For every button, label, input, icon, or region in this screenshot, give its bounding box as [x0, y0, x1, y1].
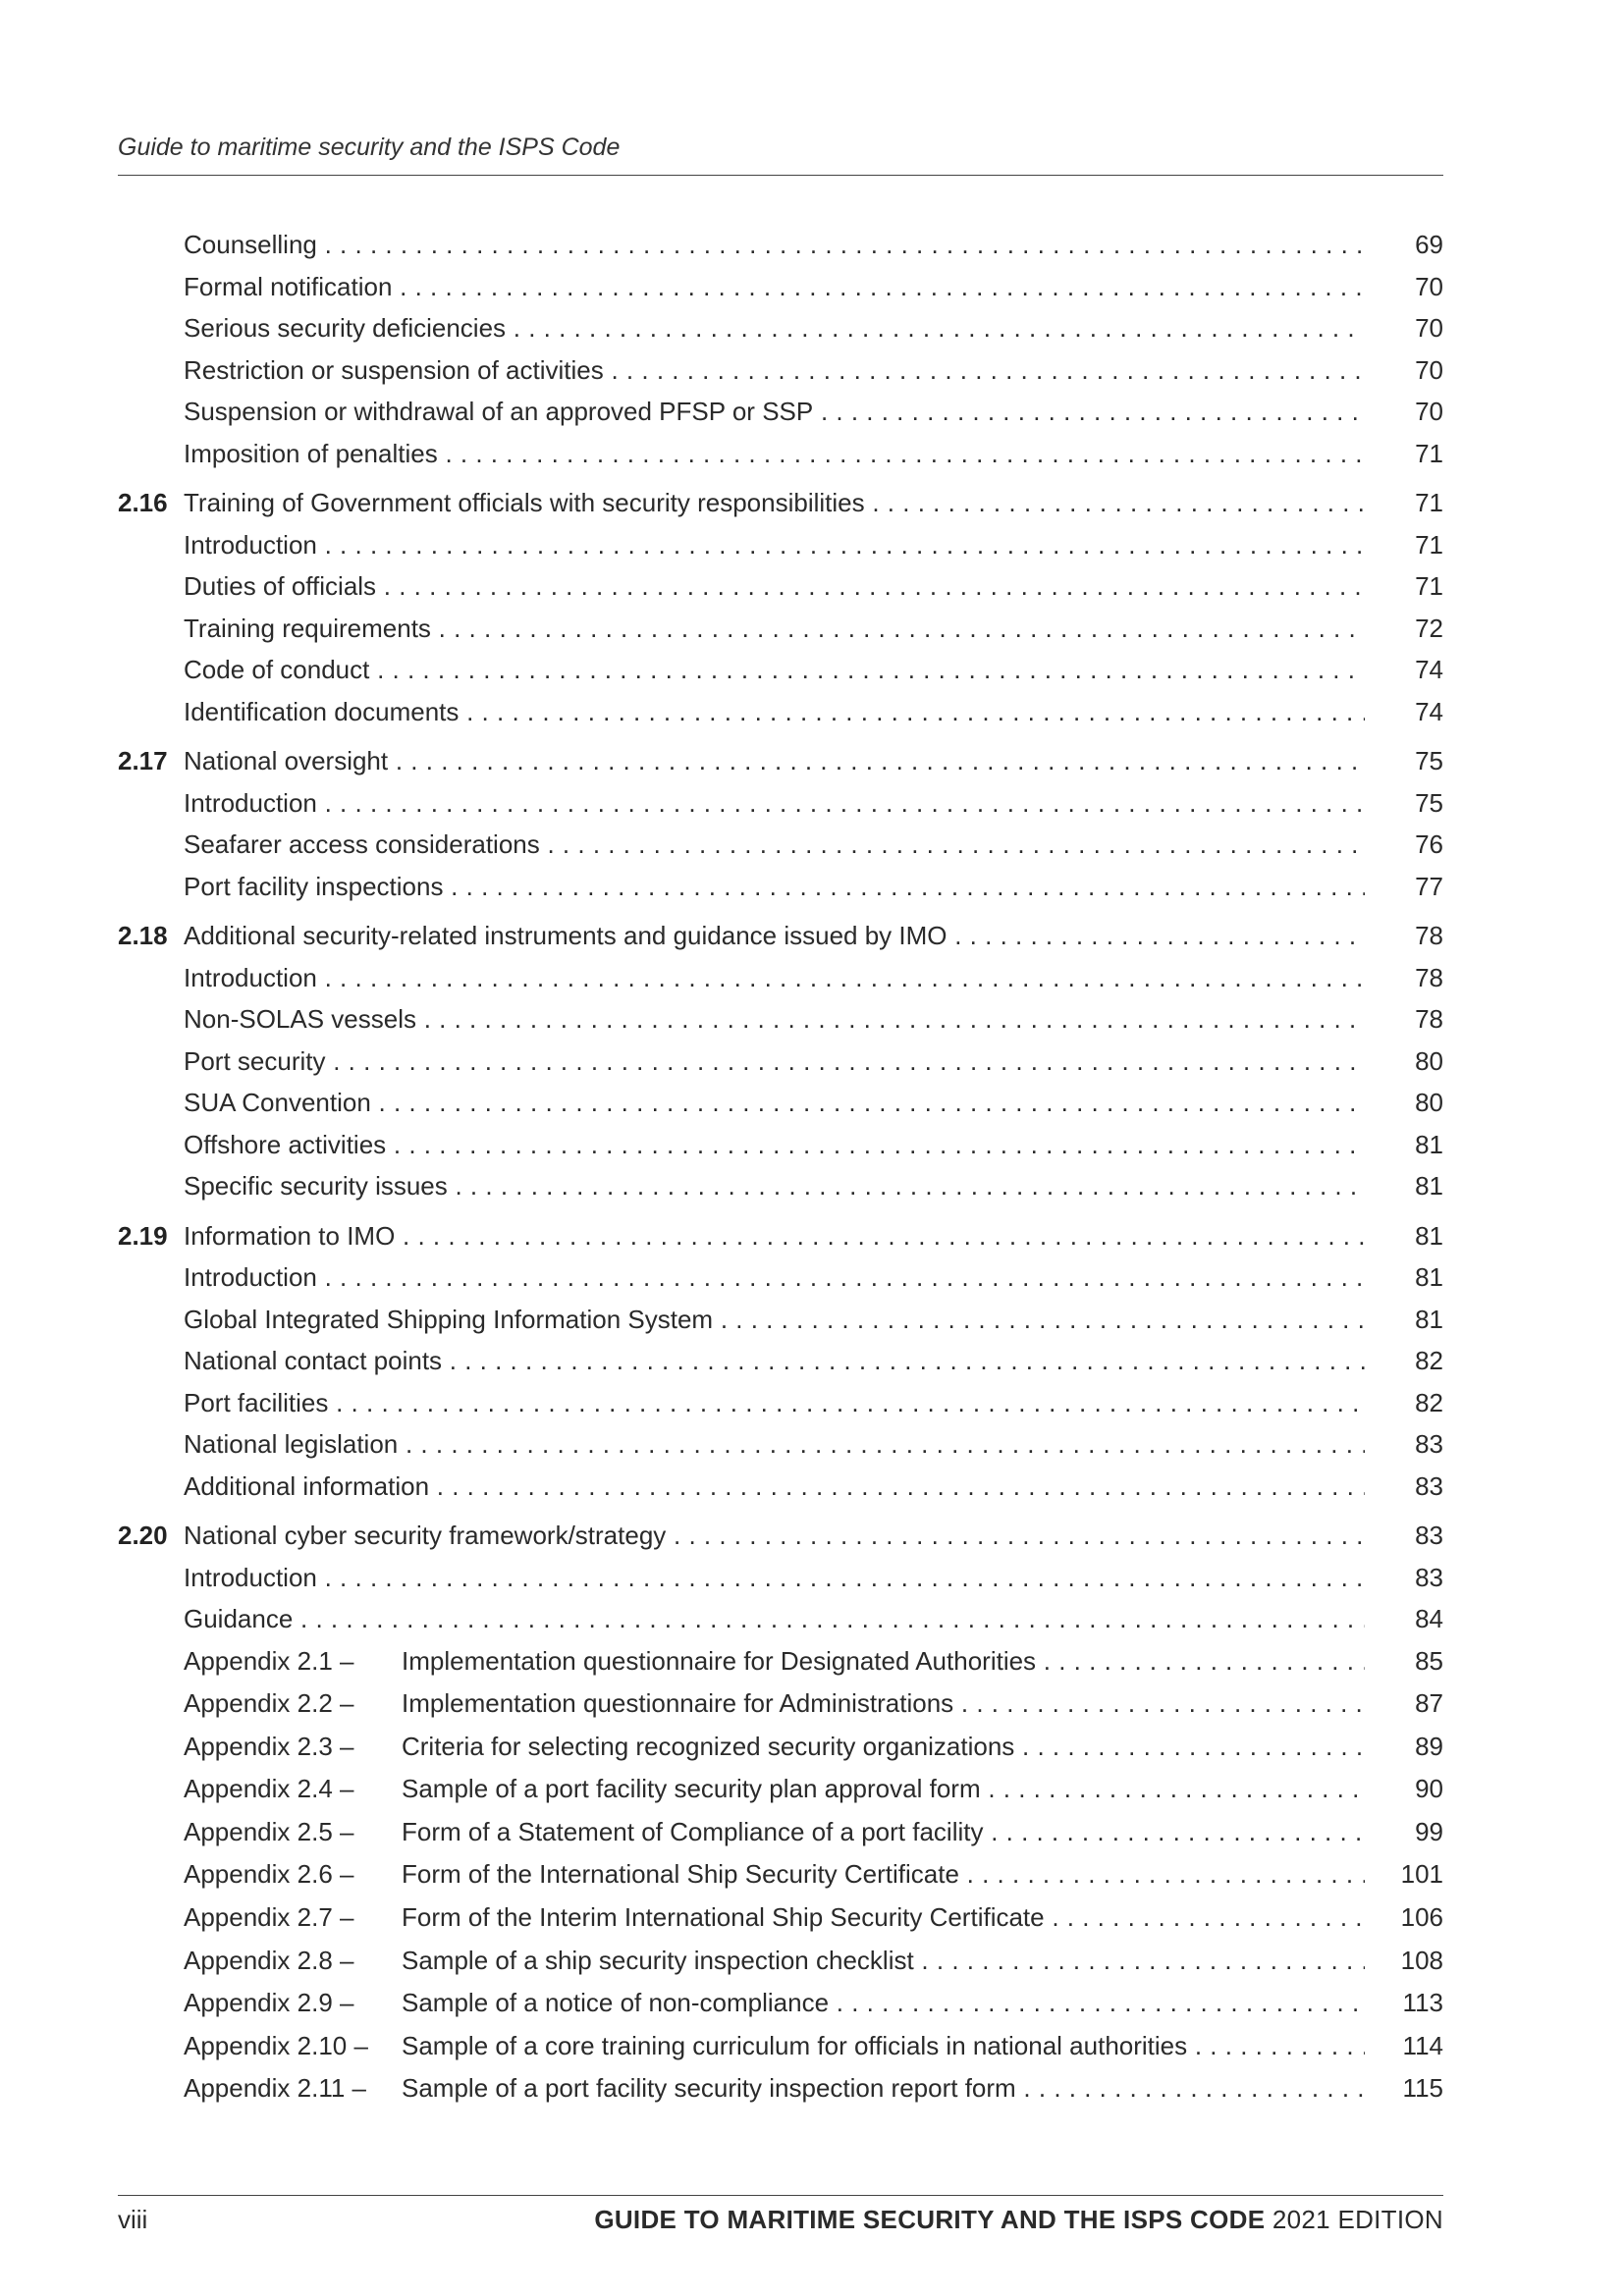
page-number: 84	[1365, 1598, 1443, 1640]
entry-title: Training of Government officials with security responsibilities . . .	[184, 482, 1433, 524]
toc-entry	[118, 1299, 1443, 1341]
appendix-label: Appendix 2.4 –	[184, 1774, 354, 1804]
entry-title: Introduction . . .	[184, 524, 1433, 566]
appendix-entry	[184, 2025, 1433, 2068]
page-number: 70	[1365, 266, 1443, 308]
appendix-entry	[184, 1853, 1433, 1896]
page-number: 78	[1365, 998, 1443, 1041]
toc-appendix-entry	[118, 1640, 1443, 1683]
entry-title: Introduction . . .	[184, 782, 1433, 825]
page-number: 76	[1365, 824, 1443, 866]
appendix-label: Appendix 2.5 –	[184, 1816, 354, 1846]
toc-entry	[118, 224, 1443, 266]
toc-entry	[118, 1466, 1443, 1508]
toc-appendix-entry	[118, 1982, 1443, 2025]
toc-appendix-entry	[118, 1940, 1443, 1983]
toc-entry	[118, 307, 1443, 349]
page-number: 114	[1365, 2025, 1443, 2068]
appendix-label: Appendix 2.2 –	[184, 1688, 354, 1719]
page-number: 70	[1365, 349, 1443, 392]
toc-entry	[118, 957, 1443, 999]
page-number: 70	[1365, 307, 1443, 349]
toc-entry	[118, 782, 1443, 825]
section-number: 2.19	[118, 1220, 168, 1251]
appendix-title: Sample of a port facility security inspection report form	[402, 2073, 1016, 2104]
toc-entry	[118, 1598, 1443, 1640]
entry-title: Counselling . . .	[184, 224, 1433, 266]
toc-section-entry	[118, 740, 1443, 782]
page-number: 101	[1365, 1853, 1443, 1896]
appendix-title: Sample of a ship security inspection checklist	[402, 1945, 914, 1975]
page-number: 81	[1365, 1165, 1443, 1207]
toc-entry	[118, 1382, 1443, 1424]
page-number: 71	[1365, 433, 1443, 475]
entry-title: Additional security-related instruments and guidance issued by IMO . . .	[184, 915, 1433, 957]
entry-title: Non-SOLAS vessels . . .	[184, 998, 1433, 1041]
entry-title: Specific security issues . . .	[184, 1165, 1433, 1207]
page-number: 80	[1365, 1041, 1443, 1083]
entry-title: National contact points . . .	[184, 1340, 1433, 1382]
page-number: 106	[1365, 1896, 1443, 1940]
appendix-title: Implementation questionnaire for Designated Authorities	[402, 1645, 1037, 1676]
toc-entry	[118, 1557, 1443, 1599]
footer-edition: 2021 EDITION	[1272, 2205, 1443, 2234]
entry-title: Restriction or suspension of activities . . .	[184, 349, 1433, 392]
entry-title: Introduction . . .	[184, 957, 1433, 999]
toc-entry	[118, 1256, 1443, 1299]
appendix-label: Appendix 2.1 –	[184, 1645, 354, 1676]
appendix-label: Appendix 2.6 –	[184, 1859, 354, 1890]
entry-title: National cyber security framework/strategy . . .	[184, 1515, 1433, 1557]
page-number: 81	[1365, 1299, 1443, 1341]
toc-appendix-entry	[118, 1726, 1443, 1769]
toc-appendix-entry	[118, 2067, 1443, 2110]
page-number: 83	[1365, 1466, 1443, 1508]
entry-title: Global Integrated Shipping Information System . . .	[184, 1299, 1433, 1341]
page-number: 85	[1365, 1640, 1443, 1683]
page-folio: viii	[118, 2205, 148, 2234]
appendix-entry	[184, 1640, 1433, 1683]
toc-entry	[118, 1423, 1443, 1466]
toc-entry	[118, 1041, 1443, 1083]
appendix-label: Appendix 2.3 –	[184, 1731, 354, 1761]
entry-title: SUA Convention . . .	[184, 1082, 1433, 1124]
page-number: 69	[1365, 224, 1443, 266]
page-number: 80	[1365, 1082, 1443, 1124]
footer-title	[594, 2205, 1443, 2235]
appendix-label: Appendix 2.7 –	[184, 1902, 354, 1933]
toc-entry	[118, 608, 1443, 650]
appendix-title: Form of the International Ship Security Certificate	[402, 1859, 959, 1890]
page-number: 71	[1365, 565, 1443, 608]
page-number: 115	[1365, 2067, 1443, 2110]
toc-section-entry	[118, 915, 1443, 957]
appendix-title: Implementation questionnaire for Administrations	[402, 1688, 954, 1719]
appendix-title: Form of a Statement of Compliance of a port facility	[402, 1816, 984, 1846]
appendix-entry	[184, 2067, 1433, 2110]
appendix-label: Appendix 2.9 –	[184, 1988, 354, 2018]
page-number: 74	[1365, 691, 1443, 733]
entry-title: Serious security deficiencies . . .	[184, 307, 1433, 349]
toc-entry	[118, 565, 1443, 608]
appendix-entry	[184, 1940, 1433, 1983]
table-of-contents	[118, 224, 1443, 2110]
entry-title: National legislation . . .	[184, 1423, 1433, 1466]
toc-entry	[118, 1340, 1443, 1382]
entry-title: Imposition of penalties . . .	[184, 433, 1433, 475]
toc-entry	[118, 524, 1443, 566]
running-head: Guide to maritime security and the ISPS Code	[118, 133, 621, 161]
toc-appendix-entry	[118, 1682, 1443, 1726]
page-number: 72	[1365, 608, 1443, 650]
appendix-title: Sample of a notice of non-compliance	[402, 1988, 830, 2018]
page-number: 82	[1365, 1382, 1443, 1424]
page-number: 113	[1365, 1982, 1443, 2025]
toc-entry	[118, 866, 1443, 908]
toc-section-entry	[118, 1515, 1443, 1557]
section-number: 2.18	[118, 921, 168, 950]
entry-title: Training requirements . . .	[184, 608, 1433, 650]
section-number: 2.16	[118, 488, 168, 517]
page-number: 74	[1365, 649, 1443, 691]
page-number: 70	[1365, 391, 1443, 433]
entry-title: Introduction . . .	[184, 1256, 1433, 1299]
toc-entry	[118, 391, 1443, 433]
entry-title: Duties of officials . . .	[184, 565, 1433, 608]
toc-entry	[118, 649, 1443, 691]
entry-title: Port facility inspections . . .	[184, 866, 1433, 908]
toc-entry	[118, 998, 1443, 1041]
page-number: 89	[1365, 1726, 1443, 1769]
entry-title: Offshore activities . . .	[184, 1124, 1433, 1166]
toc-entry	[118, 349, 1443, 392]
page-number: 75	[1365, 782, 1443, 825]
appendix-entry	[184, 1768, 1433, 1811]
appendix-title: Form of the Interim International Ship Security Certificate	[402, 1902, 1045, 1933]
appendix-entry	[184, 1896, 1433, 1940]
appendix-title: Sample of a core training curriculum for officials in national authorities	[402, 2030, 1188, 2060]
page-number: 83	[1365, 1423, 1443, 1466]
entry-title: Port security . . .	[184, 1041, 1433, 1083]
page-number: 75	[1365, 740, 1443, 782]
page-number: 87	[1365, 1682, 1443, 1726]
page-number: 83	[1365, 1515, 1443, 1557]
appendix-entry	[184, 1726, 1433, 1769]
page-number: 81	[1365, 1256, 1443, 1299]
toc-entry	[118, 691, 1443, 733]
entry-title: National oversight . . .	[184, 740, 1433, 782]
page-number: 82	[1365, 1340, 1443, 1382]
page-number: 99	[1365, 1811, 1443, 1854]
appendix-entry	[184, 1682, 1433, 1726]
entry-title: Code of conduct . . .	[184, 649, 1433, 691]
footer-rule	[118, 2195, 1443, 2196]
toc-entry	[118, 1124, 1443, 1166]
page-number: 77	[1365, 866, 1443, 908]
toc-entry	[118, 1082, 1443, 1124]
appendix-title: Sample of a port facility security plan approval form	[402, 1774, 981, 1804]
appendix-label: Appendix 2.11 –	[184, 2073, 366, 2104]
toc-appendix-entry	[118, 1768, 1443, 1811]
section-number: 2.20	[118, 1521, 168, 1550]
toc-appendix-entry	[118, 2025, 1443, 2068]
appendix-label: Appendix 2.10 –	[184, 2030, 368, 2060]
header-rule	[118, 175, 1443, 176]
entry-title: Additional information . . .	[184, 1466, 1433, 1508]
appendix-entry	[184, 1811, 1433, 1854]
page-number: 81	[1365, 1124, 1443, 1166]
page-number: 71	[1365, 482, 1443, 524]
entry-title: Suspension or withdrawal of an approved PFSP or SSP . . .	[184, 391, 1433, 433]
entry-title: Identification documents . . .	[184, 691, 1433, 733]
toc-appendix-entry	[118, 1853, 1443, 1896]
toc-entry	[118, 266, 1443, 308]
page-number: 78	[1365, 957, 1443, 999]
entry-title: Introduction . . .	[184, 1557, 1433, 1599]
toc-entry	[118, 824, 1443, 866]
page-number: 83	[1365, 1557, 1443, 1599]
toc-appendix-entry	[118, 1896, 1443, 1940]
section-number: 2.17	[118, 746, 168, 775]
entry-title: Formal notification . . .	[184, 266, 1433, 308]
toc-entry	[118, 1165, 1443, 1207]
page-number: 71	[1365, 524, 1443, 566]
toc-section-entry	[118, 1215, 1443, 1257]
page-number: 81	[1365, 1215, 1443, 1257]
page-number: 108	[1365, 1940, 1443, 1983]
footer-book-title: GUIDE TO MARITIME SECURITY AND THE ISPS CODE	[594, 2205, 1266, 2234]
toc-section-entry	[118, 482, 1443, 524]
appendix-title: Criteria for selecting recognized security organizations	[402, 1731, 1015, 1761]
page-number: 78	[1365, 915, 1443, 957]
page-number: 90	[1365, 1768, 1443, 1811]
entry-title: Guidance . . .	[184, 1598, 1433, 1640]
toc-appendix-entry	[118, 1811, 1443, 1854]
entry-title: Seafarer access considerations . . .	[184, 824, 1433, 866]
toc-entry	[118, 433, 1443, 475]
appendix-label: Appendix 2.8 –	[184, 1945, 354, 1975]
entry-title: Port facilities . . .	[184, 1382, 1433, 1424]
appendix-entry	[184, 1982, 1433, 2025]
entry-title: Information to IMO . . .	[184, 1215, 1433, 1257]
